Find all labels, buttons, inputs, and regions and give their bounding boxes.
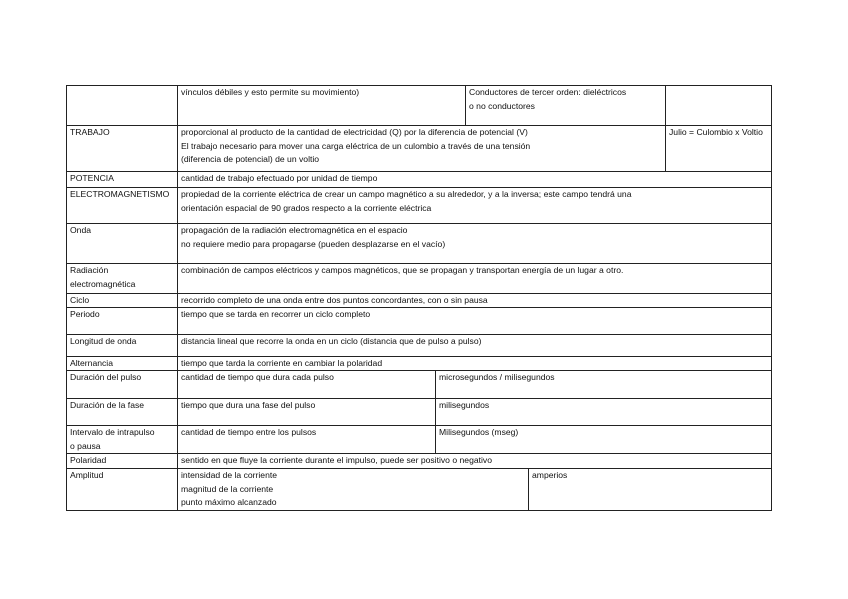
row-label: Onda <box>67 223 178 263</box>
row-description: distancia lineal que recorre la onda en un ciclo (distancia que de pulso a pulso) <box>178 334 772 356</box>
row-description: cantidad de trabajo efectuado por unidad de tiempo <box>178 171 772 187</box>
table-row <box>66 334 772 356</box>
table-row <box>66 187 772 223</box>
table-border <box>66 510 772 511</box>
row-description: vínculos débiles y esto permite su movimiento) <box>178 85 466 125</box>
row-description: Conductores de tercer orden: dieléctricos o no conductores <box>466 85 666 125</box>
row-value: amperios <box>529 468 772 510</box>
table-row <box>66 85 772 125</box>
table-row <box>66 171 772 187</box>
table-row <box>66 398 772 425</box>
row-description: proporcional al producto de la cantidad de electricidad (Q) por la diferencia de potencial (V) El trabajo necesario para mover una carga eléctrica de un culombio a través de una tensión (diferencia de potencial) de un voltio <box>178 125 666 171</box>
row-label: TRABAJO <box>67 125 178 171</box>
row-label: Intervalo de intrapulso o pausa <box>67 425 178 453</box>
row-value: microsegundos / milisegundos <box>436 370 772 398</box>
row-label: POTENCIA <box>67 171 178 187</box>
row-label: Polaridad <box>67 453 178 468</box>
row-label: Ciclo <box>67 293 178 307</box>
table-row <box>66 223 772 263</box>
row-value: milisegundos <box>436 398 772 425</box>
table-row <box>66 263 772 293</box>
row-label: ELECTROMAGNETISMO <box>67 187 178 223</box>
table-row <box>66 307 772 334</box>
row-description: tiempo que tarda la corriente en cambiar la polaridad <box>178 356 772 370</box>
row-label: Radiación electromagnética <box>67 263 178 293</box>
row-label: Longitud de onda <box>67 334 178 356</box>
row-description: recorrido completo de una onda entre dos puntos concordantes, con o sin pausa <box>178 293 772 307</box>
row-label: Duración del pulso <box>67 370 178 398</box>
table-row <box>66 468 772 510</box>
row-description: tiempo que dura una fase del pulso <box>178 398 436 425</box>
row-value: Milisegundos (mseg) <box>436 425 772 453</box>
row-value: Julio = Culombio x Voltio <box>666 125 772 171</box>
table-row <box>66 356 772 370</box>
row-description: cantidad de tiempo entre los pulsos <box>178 425 436 453</box>
table-row <box>66 425 772 453</box>
row-label: Alternancia <box>67 356 178 370</box>
row-value <box>666 85 772 125</box>
table-row <box>66 293 772 307</box>
row-label: Periodo <box>67 307 178 334</box>
table-row <box>66 453 772 468</box>
row-description: tiempo que se tarda en recorrer un ciclo completo <box>178 307 772 334</box>
row-description: cantidad de tiempo que dura cada pulso <box>178 370 436 398</box>
row-description: intensidad de la corriente magnitud de la corriente punto máximo alcanzado <box>178 468 529 510</box>
row-description: propagación de la radiación electromagnética en el espacio no requiere medio para propagarse (pueden desplazarse en el vacío) <box>178 223 772 263</box>
row-description: combinación de campos eléctricos y campos magnéticos, que se propagan y transportan energía de un lugar a otro. <box>178 263 772 293</box>
table-row <box>66 125 772 171</box>
row-label: Amplitud <box>67 468 178 510</box>
table-row <box>66 370 772 398</box>
row-label: Duración de la fase <box>67 398 178 425</box>
row-label <box>67 85 178 125</box>
row-description: propiedad de la corriente eléctrica de crear un campo magnético a su alrededor, y a la inversa; este campo tendrá una orientación espacial de 90 grados respecto a la corriente eléctrica <box>178 187 772 223</box>
row-description: sentido en que fluye la corriente durante el impulso, puede ser positivo o negativo <box>178 453 772 468</box>
